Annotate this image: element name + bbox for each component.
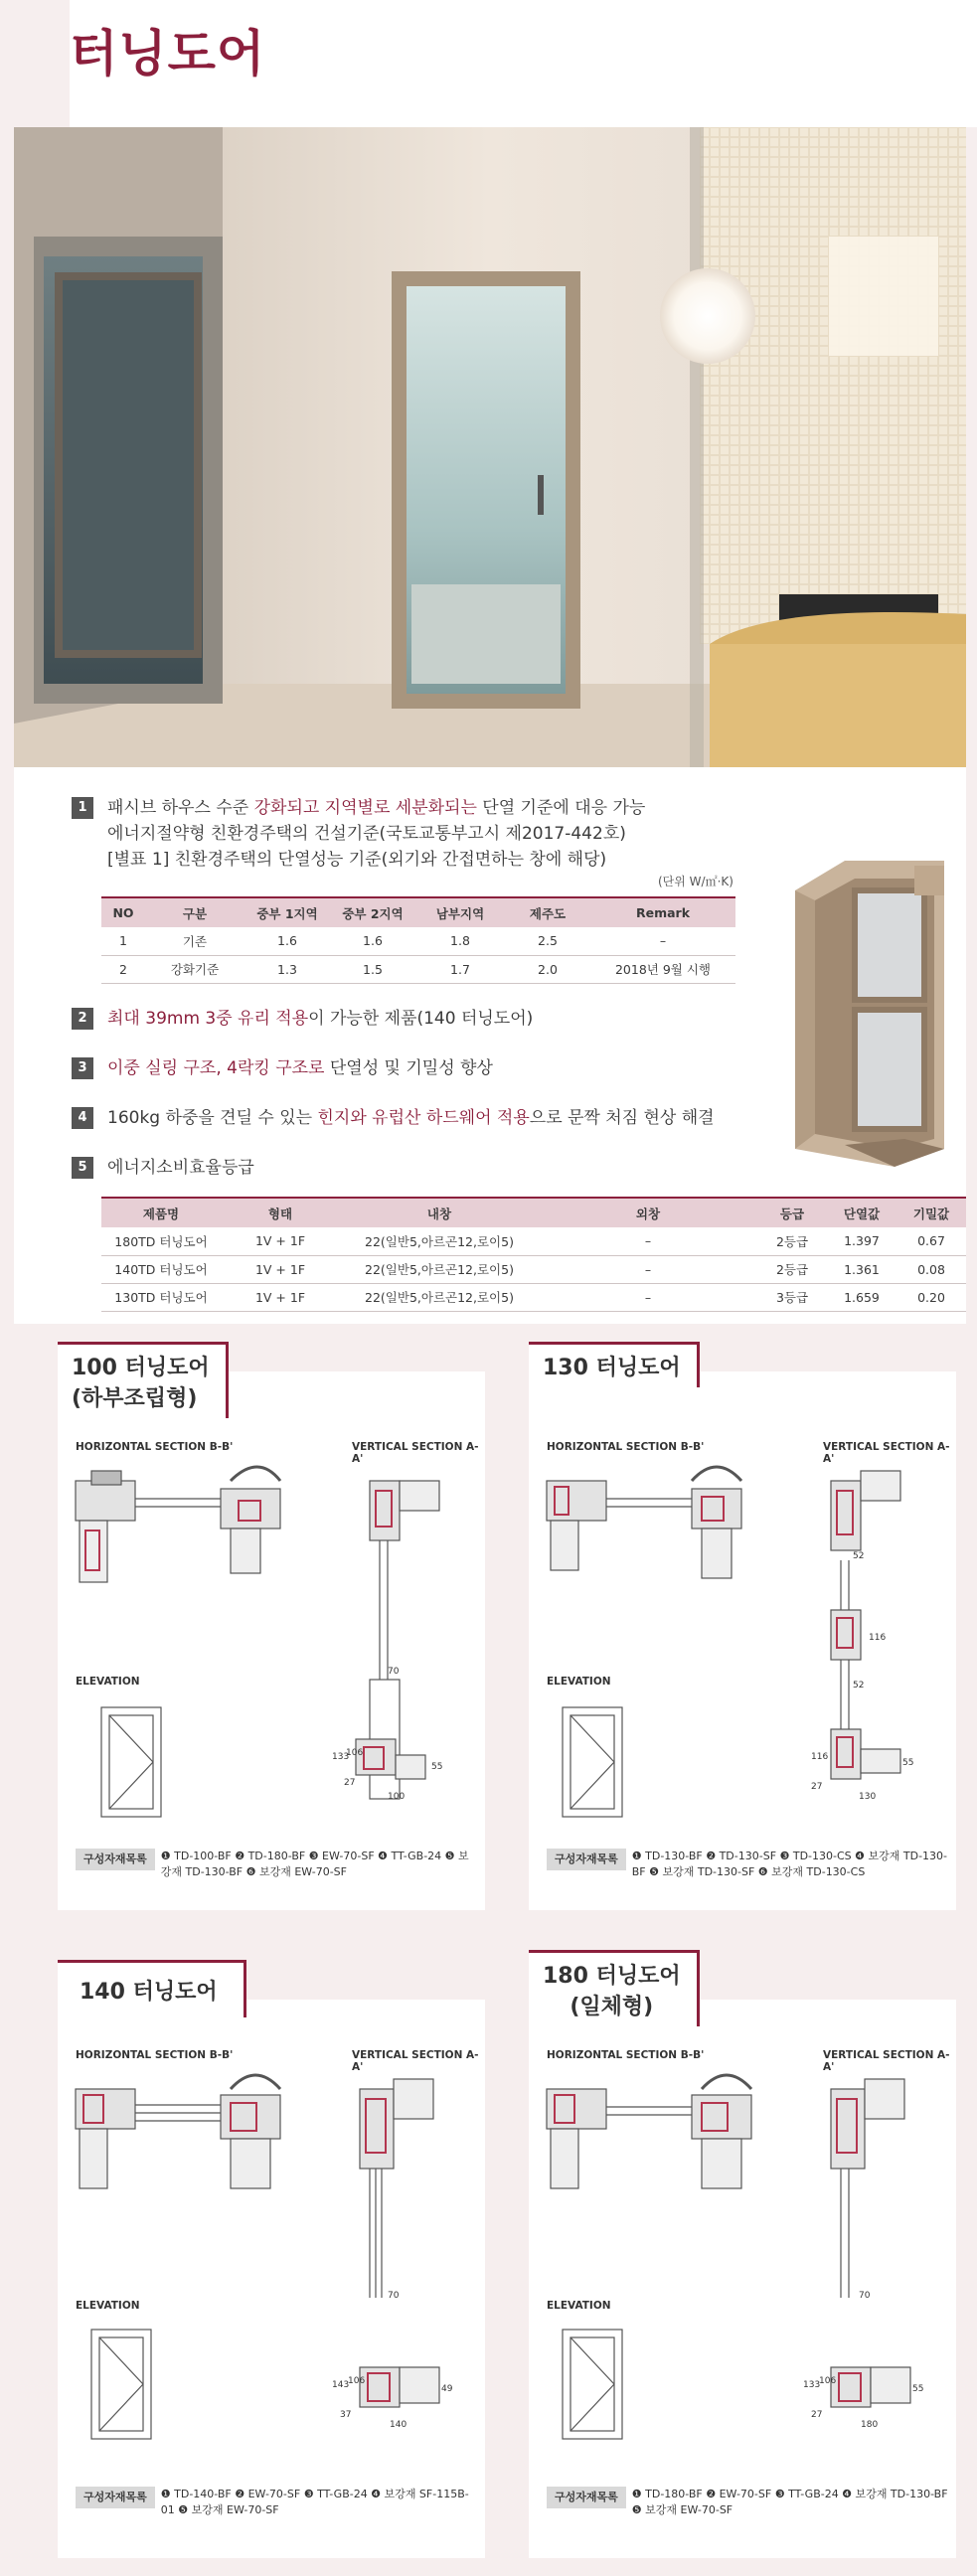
table-cell: 1.5	[330, 955, 415, 983]
table-row	[101, 927, 735, 955]
column-header: 외창	[539, 1198, 757, 1227]
table-cell: 180TD 터닝도어	[101, 1227, 221, 1255]
table-cell: 기존	[145, 927, 244, 955]
card-title-140	[58, 1960, 246, 2017]
dimension-label: 55	[912, 2384, 924, 2394]
table-cell: 2등급	[757, 1227, 827, 1255]
dimension-label: 52	[853, 1681, 865, 1690]
elevation-label: ELEVATION	[76, 2300, 140, 2312]
item-text: 단열 기준에 대응 가능	[476, 798, 646, 818]
table-cell: 1.3	[244, 955, 330, 983]
table-cell: 1V + 1F	[221, 1283, 340, 1311]
item-number: 3	[72, 1057, 93, 1079]
table-cell: 2등급	[757, 1255, 827, 1283]
horizontal-section-label: HORIZONTAL SECTION B-B'	[547, 1441, 705, 1453]
table-row	[101, 1227, 966, 1255]
energy-efficiency-table	[101, 1197, 966, 1312]
dimension-label: 70	[388, 2291, 400, 2301]
column-header: 구분	[145, 897, 244, 927]
column-header: 내창	[340, 1198, 539, 1227]
table-cell: 0.20	[896, 1283, 966, 1311]
parts-tag: 구성자재목록	[76, 1849, 155, 1870]
item-text: 160kg 하중을 견딜 수 있는	[107, 1108, 318, 1128]
dimension-label: 140	[390, 2420, 407, 2430]
dimension-label: 49	[441, 2384, 453, 2394]
section-drawing	[543, 1461, 944, 1839]
dimension-label: 133	[803, 2380, 821, 2390]
dimension-label: 27	[811, 2410, 823, 2420]
vertical-section-label: VERTICAL SECTION A-A'	[352, 1441, 479, 1465]
card-subtitle: (하부조립형)	[72, 1386, 198, 1411]
dimension-label: 143	[332, 2380, 350, 2390]
parts-text: ❶ TD-180-BF ❷ EW-70-SF ❸ TT-GB-24 ❹ 보강재 TD-130-BF ❺ 보강재 EW-70-SF	[631, 2488, 948, 2516]
door-card-100	[58, 1371, 485, 1910]
dimension-label: 116	[811, 1752, 829, 1762]
table-cell: 0.08	[896, 1255, 966, 1283]
dimension-label: 55	[431, 1762, 443, 1772]
dimension-label: 52	[853, 1551, 865, 1561]
feature-item-3	[72, 1055, 493, 1081]
section-drawing	[72, 2069, 473, 2477]
table-cell: 1	[101, 927, 145, 955]
item-text: 단열성 및 기밀성 향상	[324, 1058, 493, 1078]
dimension-label: 116	[869, 1633, 887, 1643]
item-sub-text: 에너지절약형 친환경주택의 건설기준(국토교통부고시 제2017-442호)	[107, 824, 626, 844]
door-card-130	[529, 1371, 956, 1910]
card-title-180	[529, 1950, 700, 2026]
table-cell: –	[590, 927, 735, 955]
table-cell: 3등급	[757, 1283, 827, 1311]
table-header-row	[101, 897, 735, 927]
item-number: 1	[72, 797, 93, 819]
parts-text: ❶ TD-140-BF ❷ EW-70-SF ❸ TT-GB-24 ❹ 보강재 SF-115B-01 ❺ 보강재 EW-70-SF	[160, 2488, 469, 2516]
elevation-label: ELEVATION	[76, 1676, 140, 1688]
feature-item-5	[72, 1155, 254, 1181]
vertical-section-label: VERTICAL SECTION A-A'	[823, 1441, 950, 1465]
item-text: 에너지소비효율등급	[107, 1158, 254, 1178]
dimension-label: 133	[332, 1752, 350, 1762]
table-cell: –	[539, 1255, 757, 1283]
dimension-label: 100	[388, 1792, 406, 1802]
table-cell: 1.8	[415, 927, 505, 955]
item-number: 4	[72, 1107, 93, 1129]
parts-text: ❶ TD-100-BF ❷ TD-180-BF ❸ EW-70-SF ❹ TT-GB-24 ❺ 보강재 TD-130-BF ❻ 보강재 EW-70-SF	[160, 1850, 469, 1878]
parts-tag: 구성자재목록	[547, 2487, 626, 2508]
table-cell: 2.5	[505, 927, 590, 955]
table-cell: 22(일반5,아르곤12,로이5)	[340, 1283, 539, 1311]
feature-item-2	[72, 1006, 533, 1032]
column-header: 중부 2지역	[330, 897, 415, 927]
horizontal-section-label: HORIZONTAL SECTION B-B'	[76, 2049, 234, 2061]
parts-list	[76, 2487, 479, 2518]
door-card-180	[529, 2000, 956, 2558]
door-frame-product-image	[785, 851, 954, 1169]
table-cell: 1.6	[244, 927, 330, 955]
card-title: 140 터닝도어	[80, 1980, 218, 2005]
card-title: 180 터닝도어	[543, 1964, 681, 1989]
vertical-section-label: VERTICAL SECTION A-A'	[352, 2049, 479, 2073]
table-row	[101, 1283, 966, 1311]
dimension-label: 27	[811, 1782, 823, 1792]
item-text: 이 가능한 제품(140 터닝도어)	[308, 1009, 534, 1029]
vertical-section-label: VERTICAL SECTION A-A'	[823, 2049, 950, 2073]
table-header-row	[101, 1198, 966, 1227]
table-cell: 22(일반5,아르곤12,로이5)	[340, 1255, 539, 1283]
feature-item-4	[72, 1105, 715, 1131]
parts-list	[76, 1849, 479, 1880]
table-cell: –	[539, 1283, 757, 1311]
column-header: 단열값	[827, 1198, 896, 1227]
dimension-label: 106	[348, 2376, 366, 2386]
dimension-label: 27	[344, 1778, 356, 1788]
page-title: 터닝도어	[70, 25, 266, 82]
table-cell: 1V + 1F	[221, 1255, 340, 1283]
column-header: 제주도	[505, 897, 590, 927]
item-sub-text: [별표 1] 친환경주택의 단열성능 기준(외기와 간접면하는 창에 해당)	[107, 850, 607, 870]
table-cell: 130TD 터닝도어	[101, 1283, 221, 1311]
section-drawing	[543, 2069, 944, 2477]
column-header: 남부지역	[415, 897, 505, 927]
unit-label: (단위 W/㎡·K)	[658, 875, 733, 888]
table-row	[101, 955, 735, 983]
card-title-130	[529, 1342, 700, 1387]
dimension-label: 130	[859, 1792, 877, 1802]
elevation-label: ELEVATION	[547, 2300, 611, 2312]
card-title-100	[58, 1342, 229, 1418]
item-number: 5	[72, 1157, 93, 1179]
column-header: 형태	[221, 1198, 340, 1227]
table-cell: –	[539, 1227, 757, 1255]
table-cell: 22(일반5,아르곤12,로이5)	[340, 1227, 539, 1255]
parts-text: ❶ TD-130-BF ❷ TD-130-SF ❸ TD-130-CS ❹ 보강재 TD-130-BF ❺ 보강재 TD-130-SF ❻ 보강재 TD-130-CS	[631, 1850, 948, 1878]
table-cell: 1.397	[827, 1227, 896, 1255]
table-cell: 1V + 1F	[221, 1227, 340, 1255]
item-highlight: 최대 39mm 3중 유리 적용	[107, 1009, 309, 1029]
table-cell: 2	[101, 955, 145, 983]
column-header: 기밀값	[896, 1198, 966, 1227]
table-cell: 1.659	[827, 1283, 896, 1311]
parts-list	[547, 1849, 950, 1880]
table-cell: 140TD 터닝도어	[101, 1255, 221, 1283]
item-highlight: 힌지와 유럽산 하드웨어 적용	[317, 1108, 530, 1128]
horizontal-section-label: HORIZONTAL SECTION B-B'	[547, 2049, 705, 2061]
door-card-140	[58, 2000, 485, 2558]
dimension-label: 55	[902, 1758, 914, 1768]
section-drawing	[72, 1461, 473, 1839]
dimension-label: 106	[346, 1748, 364, 1758]
item-number: 2	[72, 1008, 93, 1030]
dimension-label: 37	[340, 2410, 352, 2420]
card-title: 100 터닝도어	[72, 1356, 210, 1380]
table-cell: 1.361	[827, 1255, 896, 1283]
item-text: 패시브 하우스 수준	[107, 798, 254, 818]
column-header: 등급	[757, 1198, 827, 1227]
card-title: 130 터닝도어	[543, 1356, 681, 1380]
table-cell: 1.6	[330, 927, 415, 955]
insulation-standard-table	[101, 896, 735, 984]
dimension-label: 180	[861, 2420, 879, 2430]
card-subtitle: (일체형)	[570, 1995, 654, 2019]
item-text: 으로 문짝 처짐 현상 해결	[529, 1108, 715, 1128]
horizontal-section-label: HORIZONTAL SECTION B-B'	[76, 1441, 234, 1453]
parts-tag: 구성자재목록	[76, 2487, 155, 2508]
table-cell: 1.7	[415, 955, 505, 983]
parts-list	[547, 2487, 950, 2518]
dimension-label: 70	[388, 1667, 400, 1677]
item-highlight: 강화되고 지역별로 세분화되는	[253, 798, 477, 818]
feature-item-1	[72, 795, 645, 873]
hero-photo	[14, 127, 966, 767]
elevation-label: ELEVATION	[547, 1676, 611, 1688]
column-header: 제품명	[101, 1198, 221, 1227]
table-row	[101, 1255, 966, 1283]
column-header: 중부 1지역	[244, 897, 330, 927]
table-cell: 0.67	[896, 1227, 966, 1255]
parts-tag: 구성자재목록	[547, 1849, 626, 1870]
column-header: NO	[101, 897, 145, 927]
table-cell: 강화기준	[145, 955, 244, 983]
item-highlight: 이중 실링 구조, 4락킹 구조로	[107, 1058, 325, 1078]
column-header: Remark	[590, 897, 735, 927]
interior-illustration	[14, 127, 966, 767]
dimension-label: 106	[819, 2376, 837, 2386]
table-cell: 2.0	[505, 955, 590, 983]
table-cell: 2018년 9월 시행	[590, 955, 735, 983]
dimension-label: 70	[859, 2291, 871, 2301]
